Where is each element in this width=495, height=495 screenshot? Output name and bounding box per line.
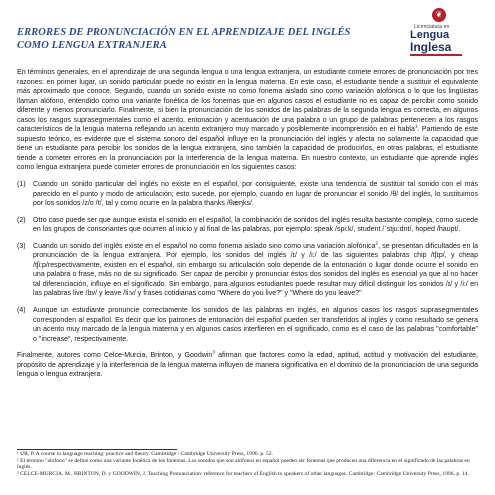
list-item-number: (3)	[17, 242, 26, 250]
intro-paragraph	[17, 68, 478, 173]
program-logo	[406, 8, 486, 58]
logo-subtitle: Licenciatura en	[414, 24, 450, 30]
footnote-3: ³ CELCE-MURCIA, M., BRINTON, D. y GOODWIN, J. Teaching Pronunciation: reference for teachers of English to speakers of other languages. Cambridge: Cambridge University Press, 1996. p. 14.	[17, 470, 469, 477]
error-cases-list	[17, 180, 478, 344]
list-item-text: Cuando un sonido particular del inglés no existe en el español, por consiguiente, existe una tendencia de sustituir tal sonido con el más parecido en el punto y modo de articulación; esto sucede, por ejemplo, cuando en lugar de pronunciar el sonido /θ/ del inglés, lo sustituimos por los sonidos /z/o /t/, tal y como ocurre en la palabra thanks /θæŋks/.	[33, 181, 478, 208]
list-item	[17, 306, 478, 344]
closing-text-a: Finalmente, autores como Celce-Murcia, Brinton, y Goodwin	[17, 352, 213, 360]
list-item	[17, 242, 478, 299]
footnote-2: ² El término "alófono" se define como una variante fonética de los fonemas. Los sonidos que son alófonos en español pueden ser fonemas que producen una diferencia en el significado de las palabras en inglés.	[17, 457, 470, 471]
intro-text-a: En términos generales, en el aprendizaje de una segunda lengua o una lengua extranjera, un estudiante comete errores de pronunciación por tres razones: en primer lugar, un sonido particular puede no existir en la lengua materna. En este caso, el estudiante tiende a sustituir el equivalente más aproximado que conoce. Segundo, cuando un sonido existe no como fonema aislado sino como variación alofónica o lo que los lingüistas llaman alófono, entendido como una variante fonética de los fonemas que en algunos casos el estudiante no es capaz de percibir como sonido diferente y menos pronunciarlo. Finalmente, si bien la pronunciación de los sonidos de las palabras de la segunda lengua es correcta, en algunos casos los rasgos suprasegmentales como el acento, entonación y acentuación de una palabra o un grupo de palabras pertenecen a los rasgos característicos de la lengua materna reflejando un acento extranjero muy marcado y posiblemente incomprensión en el habla	[17, 69, 478, 134]
list-item-text: Cuando un sonido del inglés existe en el español no como fonema aislado sino como una variación alofónica	[33, 242, 376, 250]
list-item-number: (4)	[17, 307, 26, 315]
footnote-ref-3: 3	[212, 350, 215, 356]
list-item-number: (2)	[17, 216, 26, 224]
logo-word-lengua: Lengua	[410, 29, 450, 41]
emblem-icon: ❦	[432, 8, 446, 22]
title-line-2: COMO LENGUA EXTRANJERA	[17, 40, 167, 51]
list-item	[17, 180, 478, 209]
list-item	[17, 216, 478, 235]
logo-underline	[410, 54, 462, 56]
document-title	[17, 26, 367, 52]
closing-paragraph	[17, 351, 478, 380]
footnote-ref-1: 1	[414, 124, 418, 130]
list-item-text-b: , se presentan dificultades en la pronunciación de la lengua extranjera. Por ejemplo, los sonidos del inglés /ɪ/ y /i:/ de las siguientes palabras chip /tʃɪp/, y cheap /tʃi:p/respectivamente, existen en el español, sin embargo su articulación solo depende de la entonación o lugar donde ocurre el sonido en una palabra o frase, más no de su significado. Ser capaz de percibir y pronunciar éstos dos sonidos del inglés es esencial ya que al no hacer tal diferenciación, influye en el significado. Sin embargo, para algunos estudiantes puede resultar muy difícil distinguir los sonidos /ɪ/ y /i:/ en las palabras live /lɪv/ y leave /li:v/ y frases cotidianas como "Where do you live?" y "Where do you leave?"	[33, 242, 478, 298]
list-item-number: (1)	[17, 181, 26, 189]
intro-text-b: . Partiendo de este supuesto teórico, es evidente que el sistema sonoro del español influye en la pronunciación del inglés y afecta no solamente la capacidad que tiene un estudiante para percibir los sonidos de la lengua extranjera, sino también la capacidad de producirlos, en otras palabras, el estudiante tiende a cometer errores en la pronunciación por la interferencia de la lengua materna. En nuestro contexto, un estudiante que aprende inglés como lengua extranjera puede cometer errores de pronunciación en los siguientes casos:	[17, 126, 479, 172]
logo-word-inglesa: Inglesa	[410, 40, 452, 54]
list-item-text: Otro caso puede ser que aunque exista el sonido en el español, la combinación de sonidos del inglés resulta bastante compleja, como sucede en los grupos de consonantes que ocurren al inicio y al final de las palabras, por ejemplo: speak /spi:k/, student /ˈstju:dnt/, hoped /haʊpt/.	[33, 216, 478, 234]
footnotes	[17, 451, 478, 477]
title-line-1: ERRORES DE PRONUNCIACIÓN EN EL APRENDIZAJE DEL INGLÉS	[17, 27, 351, 38]
footnote-1: ¹ UR, P. A course in language teaching: practice and theory. Cambridge : Cambridge University Press, 1996. p. 52.	[17, 451, 273, 457]
closing-text-b: afirman que factores como la edad, aptitud, actitud y motivación del estudiante, propósito de aprendizaje y la interferencia de la lengua materna influyen de manera significativa en el dominio de la pronunciación de una segunda lengua o lengua extranjera.	[17, 352, 478, 379]
footnote-ref-2: 2	[375, 241, 379, 247]
document-body	[17, 68, 478, 387]
footnote-divider	[17, 449, 177, 450]
list-item-text: Aunque un estudiante pronuncie correctamente los sonidos de las palabras en inglés, en algunos casos los rasgos suprasegmentales corresponden al español. Es decir que los patrones de entonación del español pueden ser transferidos al inglés y como resultado se genera un acento muy marcado de la lengua materna y en algunos casos interfieren en el significado, como es el caso de las palabras "comfortable" o "increase", respectivamente.	[33, 307, 478, 343]
